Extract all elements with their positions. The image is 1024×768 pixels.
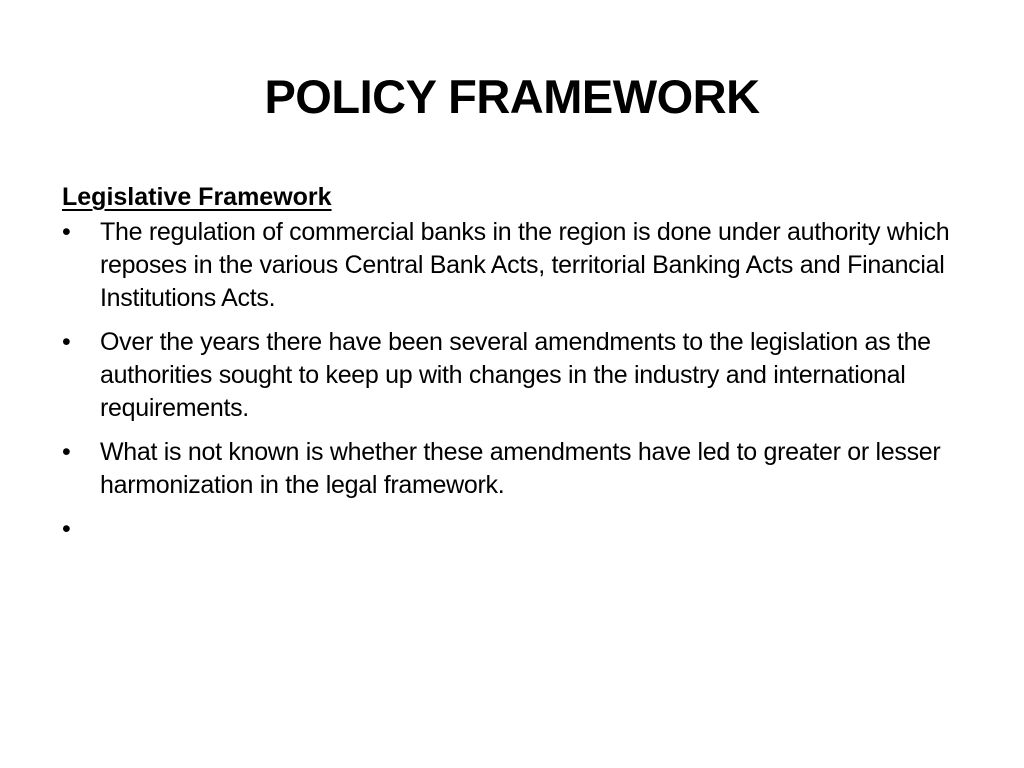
slide-title: POLICY FRAMEWORK xyxy=(264,70,760,123)
bullet-item xyxy=(62,326,982,425)
bullet-item xyxy=(62,436,982,502)
bullet-item xyxy=(62,513,982,546)
bullet-item xyxy=(62,216,982,315)
section-heading: Legislative Framework xyxy=(62,183,332,211)
bullet-marker: • xyxy=(62,515,71,543)
bullet-text: What is not known is whether these amendments have led to greater or lesser harmonization in the legal framework. xyxy=(100,438,941,499)
bullet-marker: • xyxy=(62,438,71,466)
bullet-text: The regulation of commercial banks in the region is done under authority which reposes in the various Central Bank Acts, territorial Banking Acts and Financial Institutions Acts. xyxy=(100,218,950,312)
bullet-text: Over the years there have been several amendments to the legislation as the authorities sought to keep up with changes in the industry and international requirements. xyxy=(100,328,931,422)
bullet-marker: • xyxy=(62,328,71,356)
bullet-list xyxy=(62,216,982,546)
bullet-marker: • xyxy=(62,218,71,246)
slide-content xyxy=(62,180,982,557)
bullet-text xyxy=(100,513,982,546)
